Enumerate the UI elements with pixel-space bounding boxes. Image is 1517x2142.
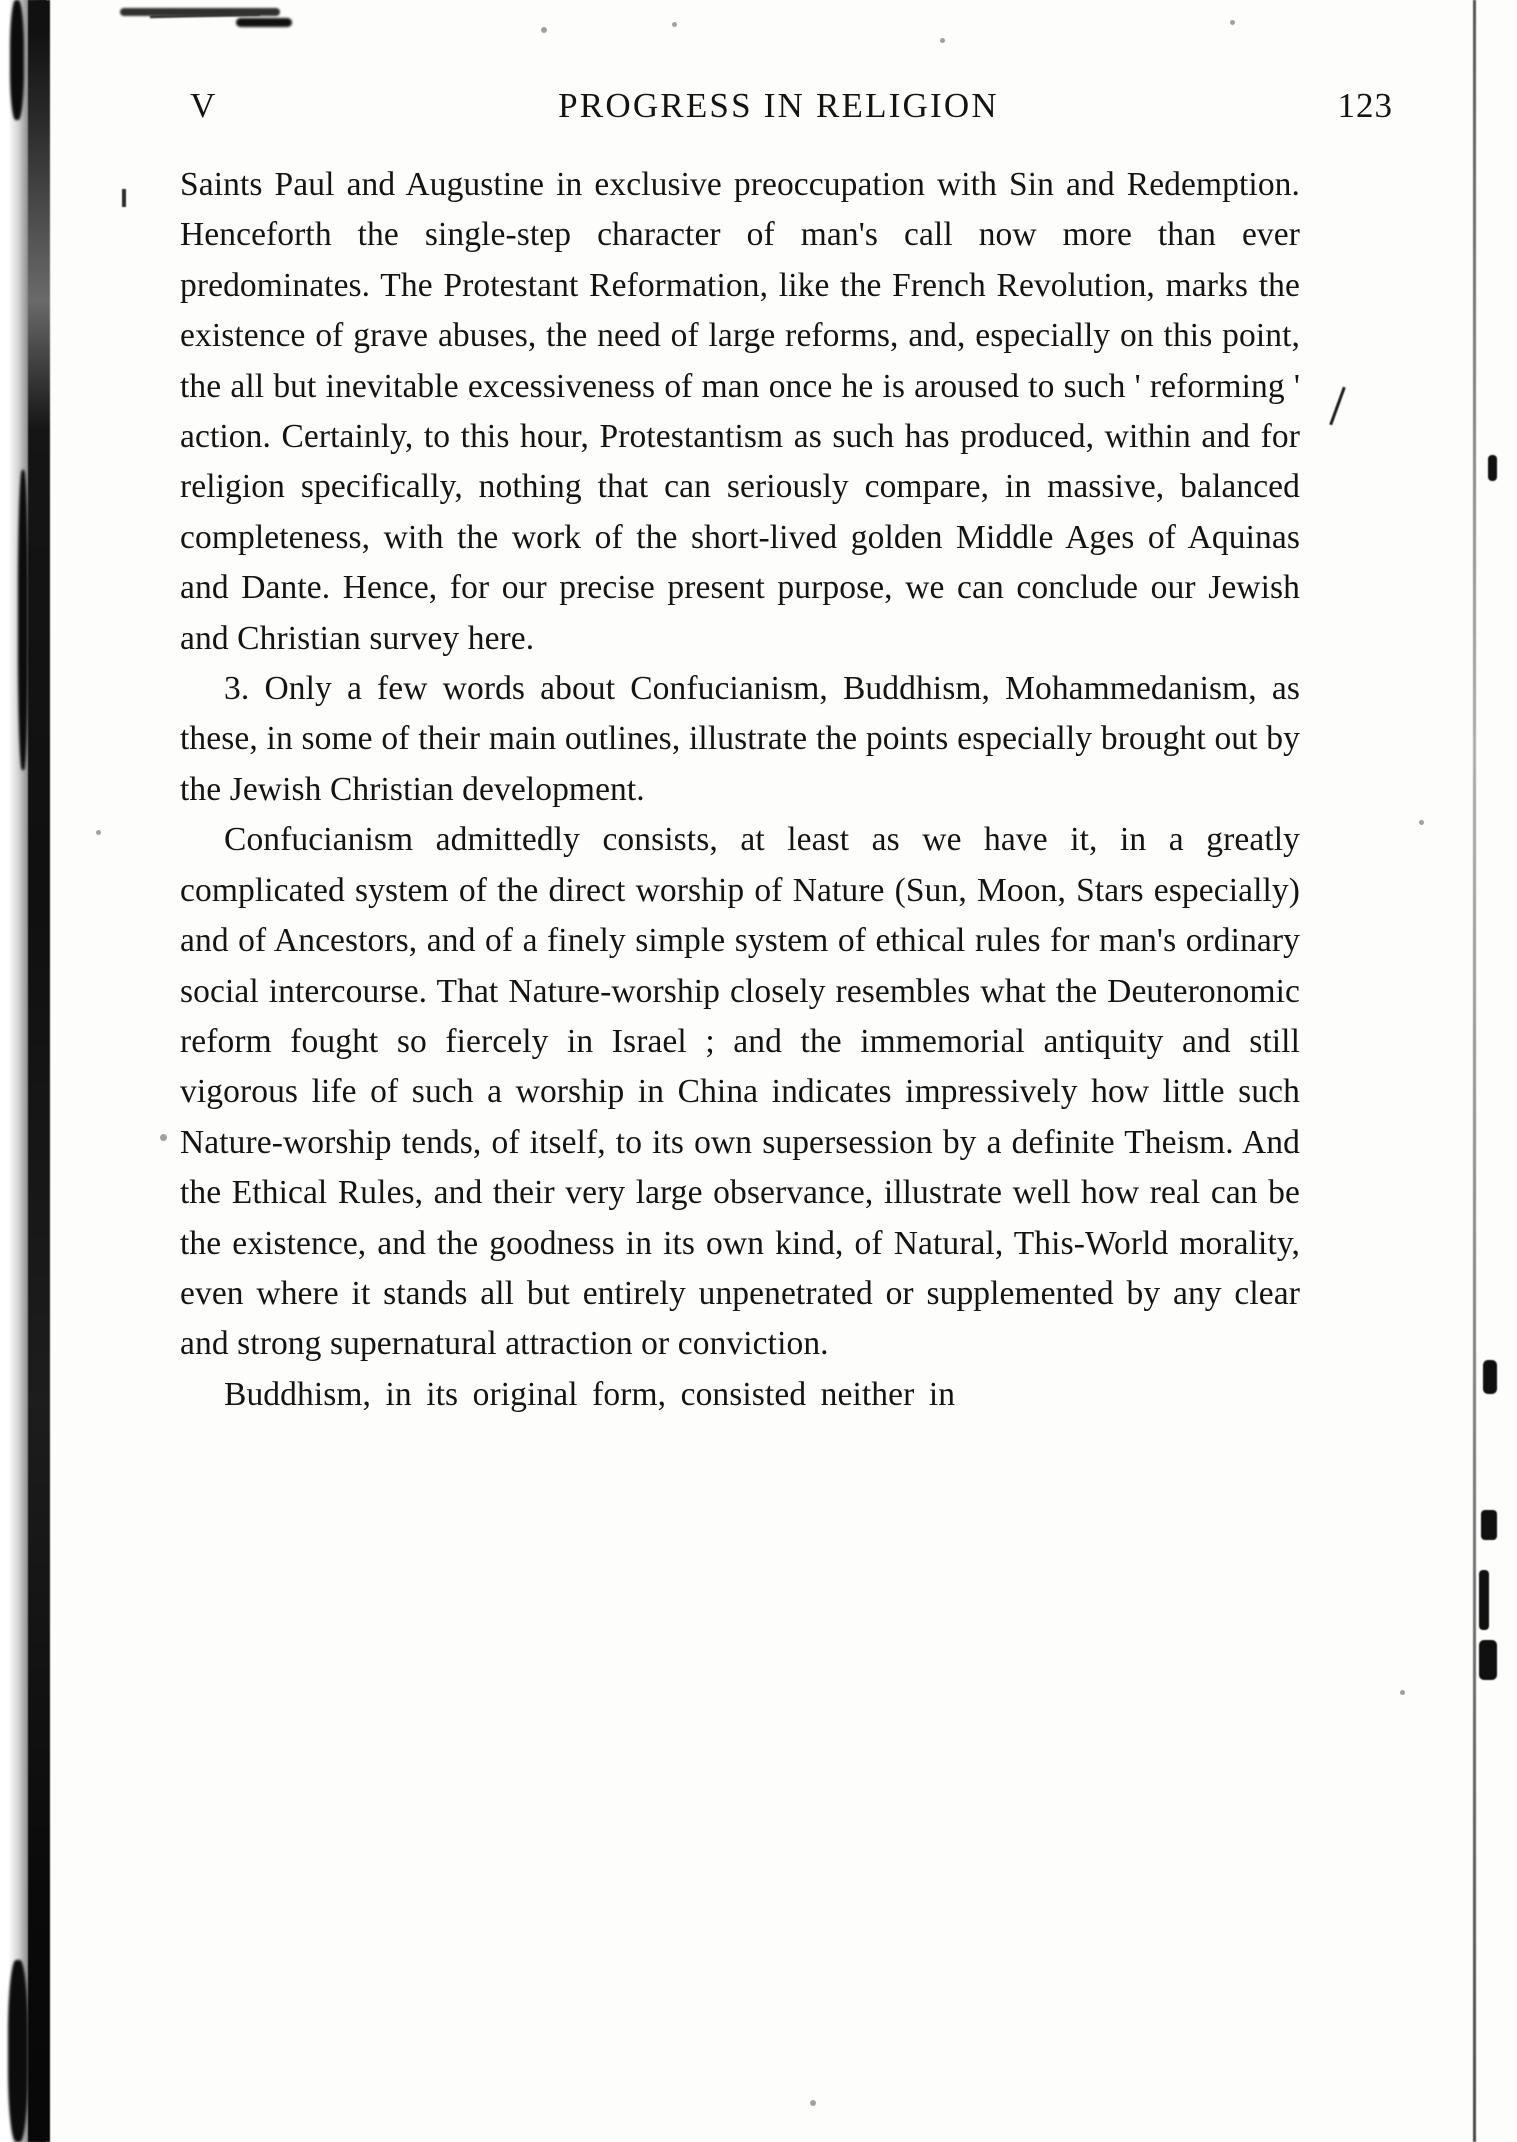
scan-speck-8	[1400, 1690, 1405, 1695]
gutter-blot-top	[10, 0, 24, 120]
page-title: PROGRESS IN RELIGION	[558, 86, 999, 125]
running-head	[180, 86, 1417, 136]
scan-speck-9	[810, 2100, 816, 2106]
marginal-slash-mark	[1329, 387, 1346, 426]
top-edge-smudge-secondary	[236, 18, 292, 27]
scan-speck-1	[541, 27, 547, 33]
scan-speck-6	[96, 830, 101, 835]
scan-speck-3	[940, 38, 945, 43]
page-number: 123	[1337, 86, 1393, 125]
right-margin-mark-5	[1479, 1640, 1497, 1680]
page-gutter-dark-band	[28, 0, 50, 2142]
right-margin-mark-2	[1483, 1360, 1497, 1394]
chapter-numeral: V	[190, 86, 217, 125]
marginal-tick-left	[122, 189, 126, 207]
gutter-blot-mid	[18, 470, 28, 770]
paragraph-1: Saints Paul and Augustine in exclusive preoccupation with Sin and Redemption. Henceforth the single-step character of man's call now more than ever predominates. The Protestant Reformation, like the French Revolution, marks the existence of grave abuses, the need of large reforms, and, especially on this point, the all but inevitable excessiveness of man once he is aroused to such ' reforming ' action. Certainly, to this hour, Protestantism as such has produced, within and for religion specifically, nothing that can seriously compare, in massive, balanced completeness, with the work of the short-lived golden Middle Ages of Aquinas and Dante. Hence, for our precise present purpose, we can conclude our Jewish and Christian survey here.	[180, 166, 1300, 657]
right-margin-mark-3	[1481, 1510, 1497, 1540]
body-text-column	[180, 160, 1300, 1420]
right-margin-mark-4	[1479, 1570, 1489, 1630]
scan-speck-7	[160, 1134, 167, 1141]
scan-speck-4	[1230, 20, 1235, 25]
right-margin-rule	[1473, 0, 1476, 2142]
scan-speck-2	[672, 22, 677, 27]
scan-speck-5	[1419, 820, 1424, 825]
right-margin-mark-1	[1488, 455, 1497, 481]
paragraph-2: 3. Only a few words about Confucianism, Buddhism, Mohammedanism, as these, in some of their main outlines, illustrate the points especially brought out by the Jewish Christian development.	[180, 670, 1300, 808]
paragraph-4: Buddhism, in its original form, consisted neither in	[224, 1375, 956, 1413]
gutter-blot-bottom	[8, 1960, 28, 2142]
paragraph-3: Confucianism admittedly consists, at least as we have it, in a greatly complicated system of the direct worship of Nature (Sun, Moon, Stars especially) and of Ancestors, and of a finely simple system of ethical rules for man's ordinary social intercourse. That Nature-worship closely resembles what the Deuteronomic reform fought so fiercely in Israel ; and the immemorial antiquity and still vigorous life of such a worship in China indicates impressively how little such Nature-worship tends, of itself, to its own supersession by a definite Theism. And the Ethical Rules, and their very large observance, illustrate well how real can be the existence, and the goodness in its own kind, of Natural, This-World morality, even where it stands all but entirely unpenetrated or supplemented by any clear and strong supernatural attraction or conviction.	[180, 821, 1300, 1363]
